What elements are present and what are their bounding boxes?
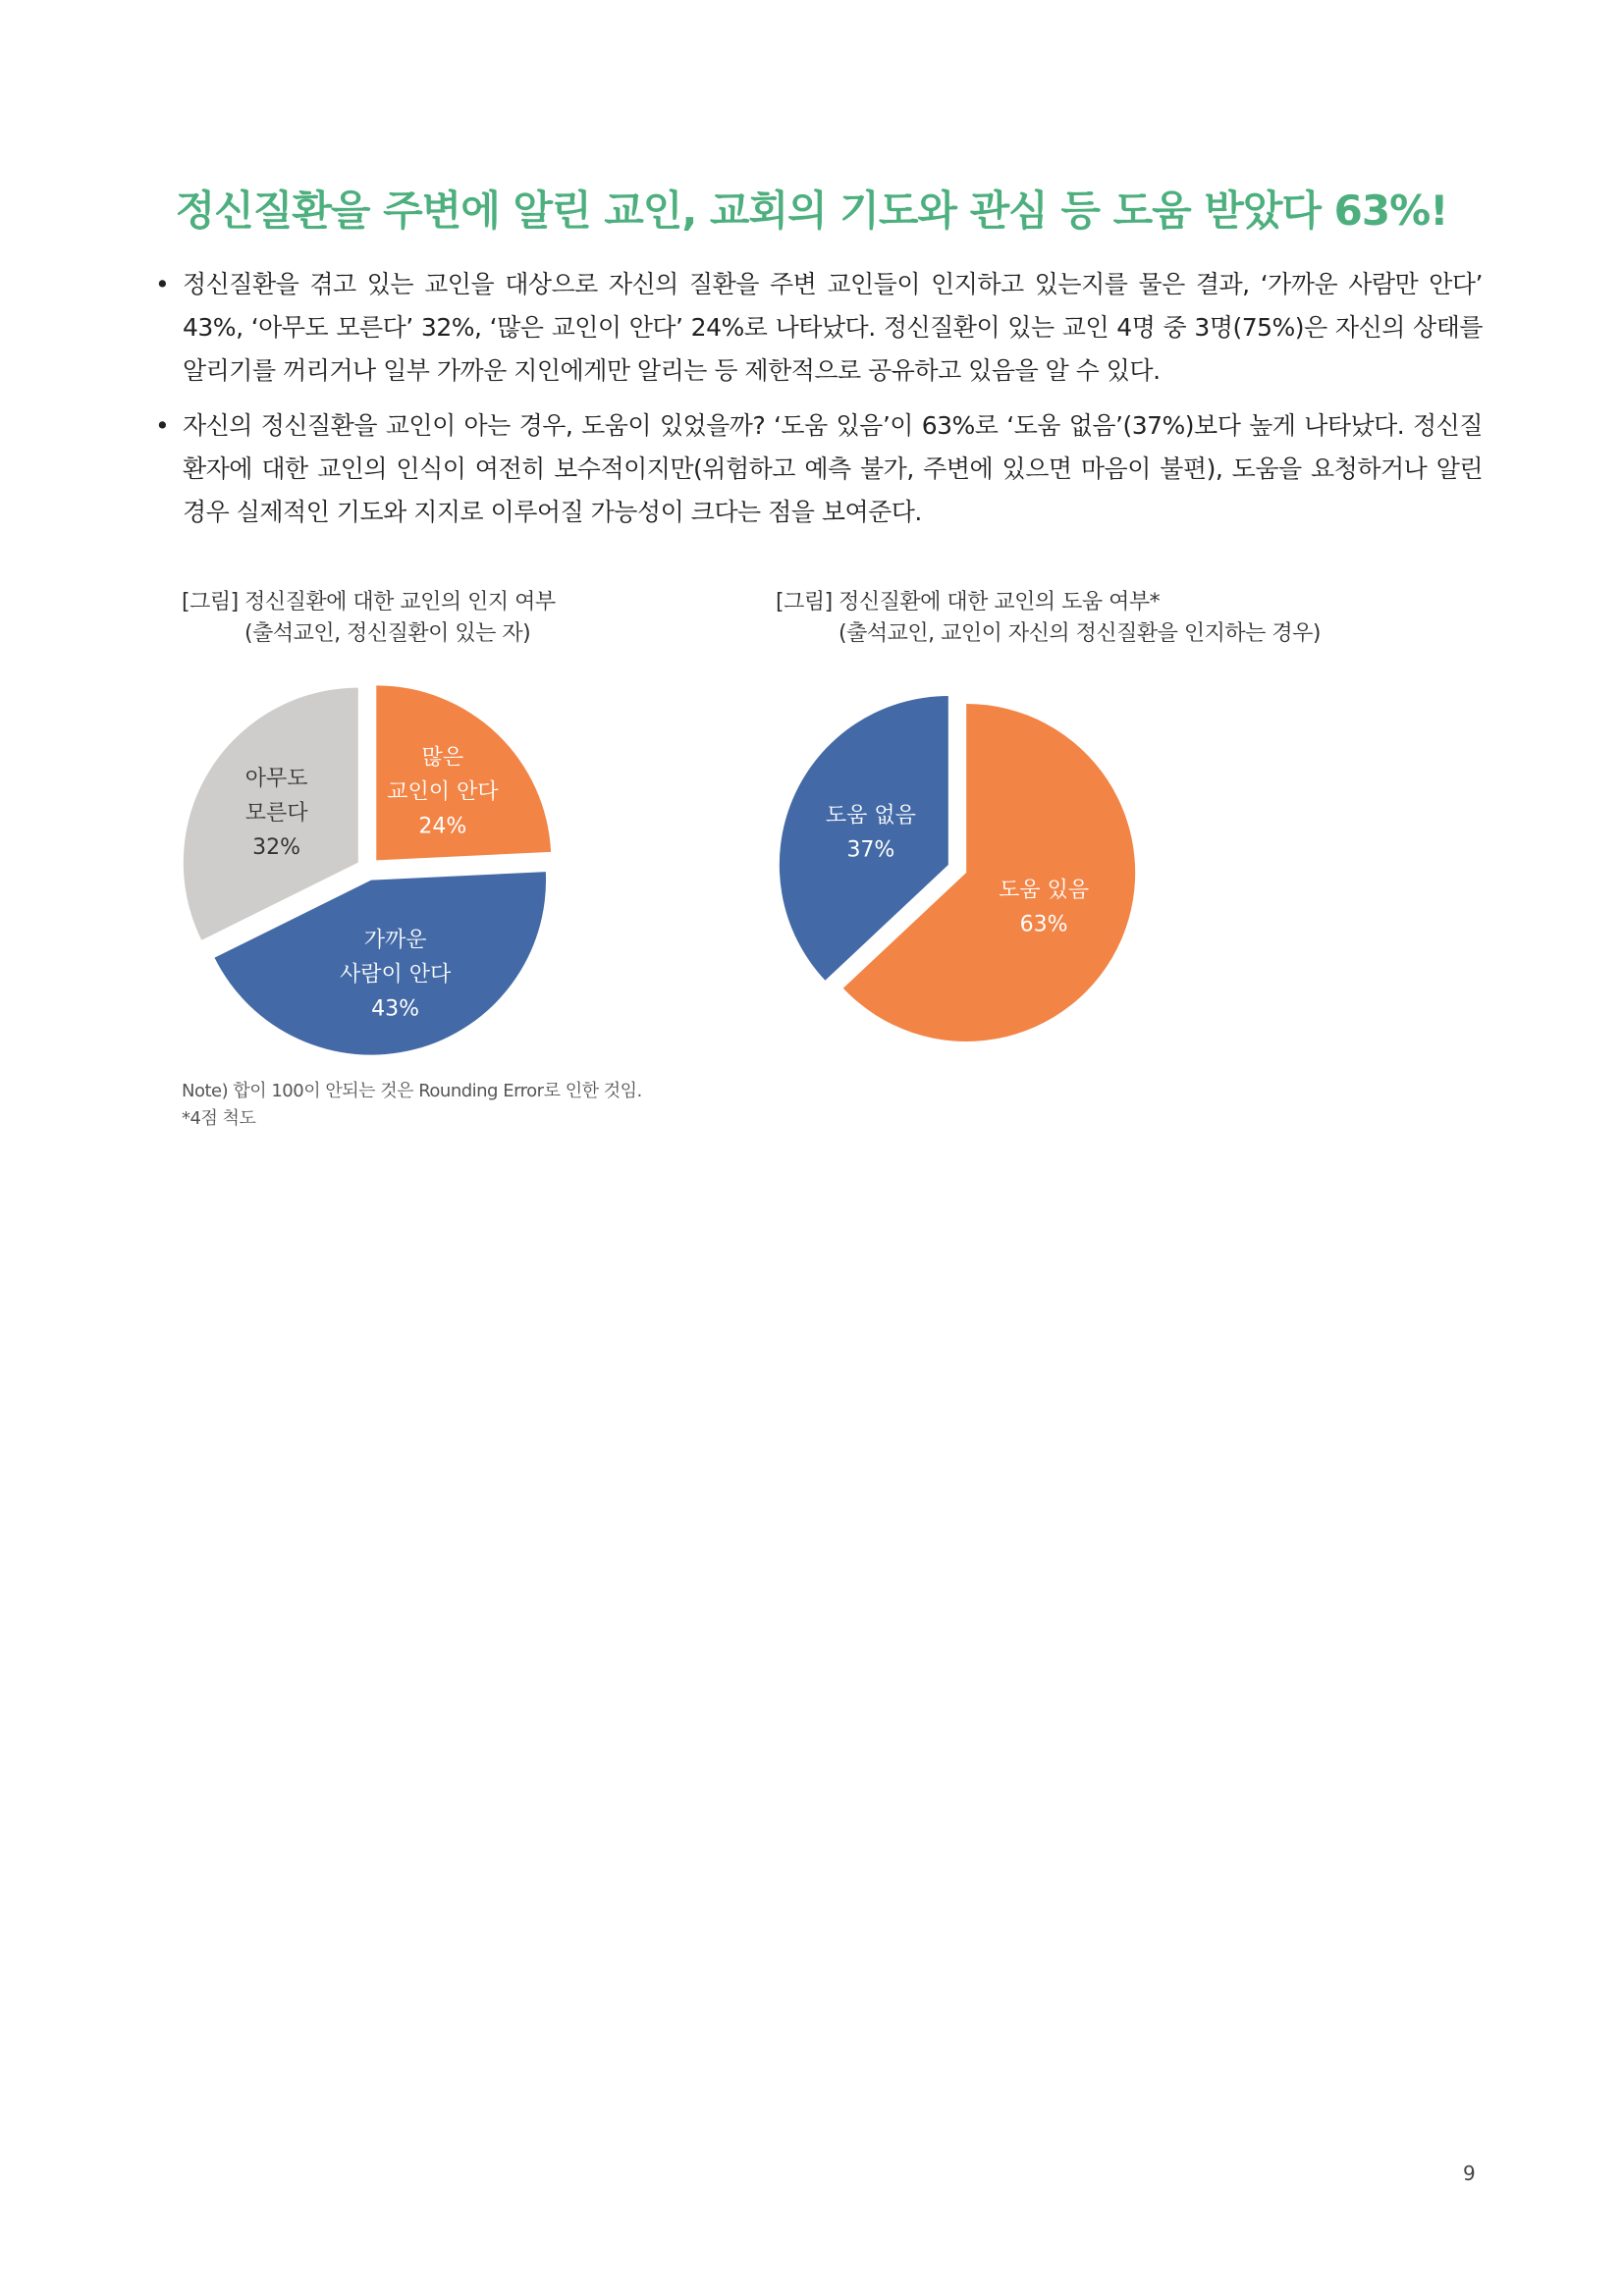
pie-slice-label-line: 43% [371, 996, 420, 1022]
body-text [155, 263, 1483, 546]
bullet-paragraph-1: • 정신질환을 겪고 있는 교인을 대상으로 자신의 질환을 주변 교인들이 인지하고 있는지를 물은 결과, ‘가까운 사람만 안다’ 43%, ‘아무도 모른다’ 32%, ‘많은 교인이 안다’ 24%로 나타났다. 정신질환이 있는 교인 4명 중 3명(75%)은 자신의 상태를 알리기를 꺼리거나 일부 가까운 지인에게만 알리는 등 제한적으로 공유하고 있음을 알 수 있다. [155, 263, 1483, 393]
pie-slice-label-line: 아무도 [244, 767, 308, 792]
chart2-caption-line1: [그림] 정신질환에 대한 교인의 도움 여부* [776, 590, 1161, 614]
chart-notes [182, 1078, 642, 1133]
pie-slice-label-line: 많은 [421, 745, 464, 771]
pie-slice-label-line: 도움 있음 [999, 878, 1090, 903]
pie-slice-label-line: 37% [846, 837, 895, 863]
pie-slice-label-line: 모른다 [244, 801, 308, 827]
pie-chart-awareness [177, 677, 569, 1070]
pie-slice-label-line: 가까운 [363, 928, 427, 953]
page-title: 정신질환을 주변에 알린 교인, 교회의 기도와 관심 등 도움 받았다 63%! [175, 187, 1448, 235]
pie-slice-label-line: 사람이 안다 [339, 962, 452, 988]
note-rounding: Note) 합이 100이 안되는 것은 Rounding Error로 인한 것임. [182, 1081, 642, 1101]
pie-slice-label-line: 63% [1019, 912, 1068, 937]
page-number: 9 [1463, 2162, 1476, 2185]
pie-slice-label-3 [245, 767, 309, 860]
chart2-caption [776, 587, 1321, 650]
chart1-caption [182, 587, 556, 650]
pie-chart-help [766, 677, 1159, 1070]
pie-slice-label-line: 교인이 안다 [387, 779, 499, 805]
chart1-caption-line2: (출석교인, 정신질환이 있는 자) [244, 621, 531, 646]
pie-slice-label-line: 24% [418, 814, 467, 839]
chart1-caption-line1: [그림] 정신질환에 대한 교인의 인지 여부 [182, 590, 556, 614]
chart2-caption-line2: (출석교인, 교인이 자신의 정신질환을 인지하는 경우) [839, 621, 1321, 646]
pie-slice-label-line: 32% [252, 835, 301, 861]
bullet-paragraph-2: • 자신의 정신질환을 교인이 아는 경우, 도움이 있었을까? ‘도움 있음’이 63%로 ‘도움 없음’(37%)보다 높게 나타났다. 정신질환자에 대한 교인의 인식이 여전히 보수적이지만(위험하고 예측 불가, 주변에 있으면 마음이 불편), 도움을 요청하거나 알린 경우 실제적인 기도와 지지로 이루어질 가능성이 크다는 점을 보여준다. [155, 404, 1483, 534]
pie-slice-label-line: 도움 없음 [825, 803, 916, 828]
note-scale: *4점 척도 [182, 1108, 256, 1129]
